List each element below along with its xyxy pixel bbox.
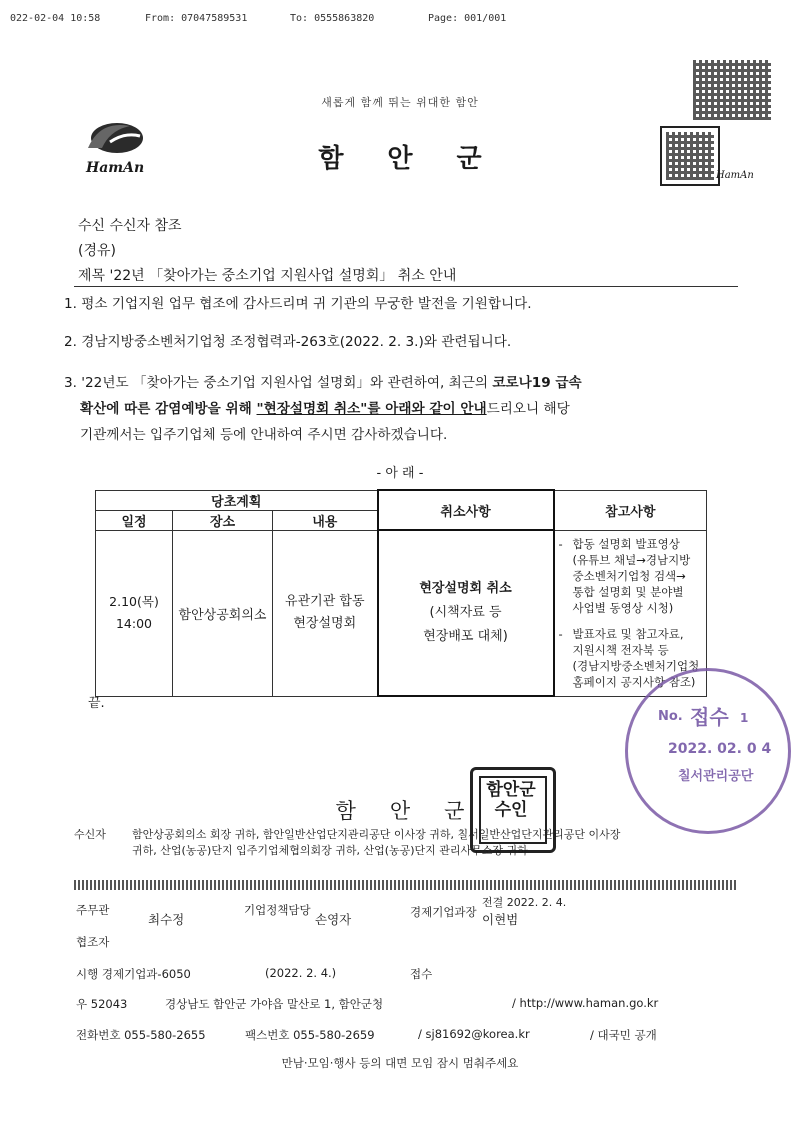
- header-reference: 참고사항: [554, 490, 707, 530]
- public-disclosure: / 대국민 공개: [590, 1028, 657, 1042]
- recipients-list: 함안상공회의소 회장 귀하, 함안일반산업단지관리공단 이사장 귀하, 칠서일반산업단지관리공단 이사장 귀하, 산업(농공)단지 입주기업체협의회장 귀하, 산업(농공)단지 관리사무소장 귀하: [132, 828, 621, 857]
- slogan: 새롭게 함께 뛰는 위대한 함안: [321, 96, 479, 109]
- cell-content: 유관기관 합동 현장설명회: [273, 530, 378, 696]
- notice-text: 만남·모임·행사 등의 대면 모임 잠시 멈춰주세요: [281, 1056, 519, 1070]
- fax-date: 022-02-04 10:58: [10, 13, 101, 24]
- issuer-name: 함안군: [335, 799, 499, 823]
- reviewer-label: 기업정책담당: [244, 903, 311, 917]
- header-date: 일정: [96, 510, 173, 530]
- subject-line: 제목 '22년 「찾아가는 중소기업 지원사업 설명회」 취소 안내: [78, 268, 457, 284]
- address: 경상남도 함안군 가야읍 말산로 1, 함안군청: [165, 997, 384, 1011]
- barcode-image: [693, 60, 771, 120]
- header-place: 장소: [173, 510, 273, 530]
- approver-label: 경제기업과장: [410, 905, 477, 919]
- homepage-link[interactable]: / http://www.haman.go.kr: [512, 996, 659, 1010]
- cooperator-label: 협조자: [76, 935, 110, 949]
- fax-page: Page: 001/001: [428, 13, 507, 24]
- paragraph-2: 2. 경남지방중소벤처기업청 조정협력과-263호(2022. 2. 3.)와 관련됩니다.: [64, 334, 512, 350]
- paragraph-1: 1. 평소 기업지원 업무 협조에 감사드리며 귀 기관의 무궁한 발전을 기원합니다.: [64, 296, 532, 312]
- fax-from: From: 07047589531: [145, 13, 248, 24]
- header-content: 내용: [273, 510, 378, 530]
- header-original-plan: 당초계획: [96, 490, 378, 510]
- cell-cancel: 현장설명회 취소 (시책자료 등 현장배포 대체): [378, 530, 554, 696]
- via-line: (경유): [78, 243, 116, 259]
- fax-number: 팩스번호 055-580-2659: [245, 1028, 375, 1042]
- reference-item: - 합동 설명회 발표영상 (유튜브 채널→경남지방 중소벤처기업청 검색→ 통합 설명회 및 분야별 사업별 동영상 시청): [559, 536, 705, 616]
- receive-label: 접수: [410, 967, 433, 981]
- plan-table: [95, 489, 707, 697]
- stamp-org: 칠서관리공단: [678, 769, 754, 784]
- approve-date: 전결 2022. 2. 4.: [482, 896, 567, 909]
- paragraph-3-line3: 기관께서는 입주기업체 등에 안내하여 주시면 감사하겠습니다.: [80, 427, 448, 443]
- reviewer-name: 손영자: [315, 912, 352, 927]
- paragraph-3-line1: 3. '22년도 「찾아가는 중소기업 지원사업 설명회」와 관련하여, 최근의 코로나19 급속: [64, 375, 582, 391]
- cell-date: 2.10(목) 14:00: [96, 530, 173, 696]
- drafter-name: 최수정: [148, 912, 185, 927]
- header-cancel: 취소사항: [378, 490, 554, 530]
- stamp-date: 2022. 02. 0 4: [668, 741, 772, 757]
- stamp-number: 1: [740, 711, 749, 725]
- fax-to: To: 0555863820: [290, 13, 375, 24]
- drafter-label: 주무관: [76, 903, 110, 917]
- phone-number: 전화번호 055-580-2655: [76, 1028, 206, 1042]
- reference-item: - 발표자료 및 참고자료, 지원시책 전자북 등 (경남지방중소벤처기업청 홈페이지 공지사항 참조): [559, 626, 705, 690]
- qr-logo-text: HamAn: [716, 170, 754, 181]
- approver-name: 이현범: [482, 912, 519, 927]
- recipients-label: 수신자: [74, 828, 106, 841]
- dotted-divider: [74, 880, 738, 890]
- below-heading: - 아 래 -: [376, 466, 424, 481]
- recipient-line: 수신 수신자 참조: [78, 218, 182, 234]
- zip-code: 우 52043: [76, 997, 128, 1011]
- paragraph-3-line2: 확산에 따른 감염예방을 위해 "현장설명회 취소"를 아래와 같이 안내드리오니 해당: [80, 401, 570, 417]
- stamp-no: No.: [658, 709, 683, 724]
- exec-number: 시행 경제기업과-6050: [76, 967, 191, 981]
- exec-date: (2022. 2. 4.): [265, 966, 337, 980]
- end-mark: 끝.: [88, 696, 105, 711]
- seal-text: 함안군수인: [486, 780, 536, 820]
- subject-divider: [74, 286, 738, 287]
- stamp-label: 접수: [690, 705, 729, 729]
- logo-text: HamAn: [86, 160, 145, 176]
- cell-place: 함안상공회의소: [173, 530, 273, 696]
- page-title: 함안군: [318, 144, 526, 174]
- email-link[interactable]: / sj81692@korea.kr: [418, 1027, 530, 1041]
